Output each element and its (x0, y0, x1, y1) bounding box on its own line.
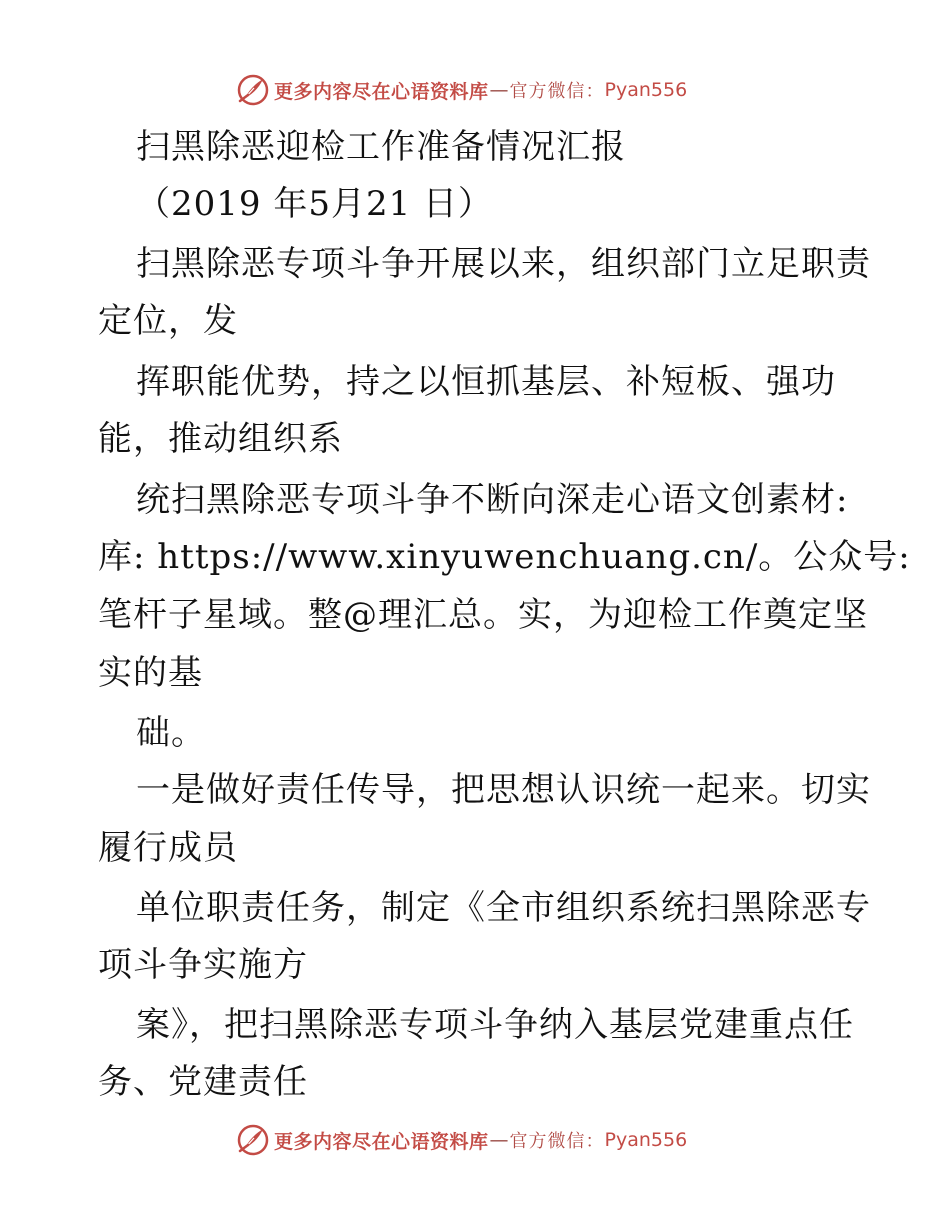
paragraph-line: 务、党建责任 (98, 1062, 308, 1102)
paragraph-line: 一是做好责任传导，把思想认识统一起来。切实 (136, 770, 871, 810)
paragraph-line: 扫黑除恶专项斗争开展以来，组织部门立足职责 (136, 244, 871, 284)
paragraph-line: 笔杆子星域。整@理汇总。实，为迎检工作奠定坚 (98, 595, 868, 635)
banner-wechat-label: 官方微信： (509, 81, 605, 102)
banner-dash: — (489, 79, 509, 101)
document-title: 扫黑除恶迎检工作准备情况汇报 (136, 127, 626, 167)
paragraph-line: 统扫黑除恶专项斗争不断向深走心语文创素材: (136, 480, 849, 520)
paragraph-line: 础。 (136, 713, 206, 753)
banner-slogan: 更多内容尽在心语资料库 (274, 1130, 489, 1153)
banner-dash: — (489, 1129, 509, 1151)
header-banner (236, 72, 687, 108)
paragraph-line: 履行成员 (98, 828, 238, 868)
paragraph-line: 实的基 (98, 653, 203, 693)
paragraph-line: 项斗争实施方 (98, 945, 308, 985)
banner-slogan: 更多内容尽在心语资料库 (274, 80, 489, 103)
paragraph-line: 单位职责任务，制定《全市组织系统扫黑除恶专 (136, 888, 871, 928)
banner-wechat-label: 官方微信： (509, 1131, 605, 1152)
paragraph-line: 能，推动组织系 (98, 419, 343, 459)
banner-wechat-id: Pyan556 (604, 1129, 688, 1151)
quill-pen-logo-icon (236, 73, 270, 107)
footer-banner (236, 1122, 687, 1158)
paragraph-line: 案》，把扫黑除恶专项斗争纳入基层党建重点任 (136, 1005, 854, 1045)
paragraph-line: 挥职能优势，持之以恒抓基层、补短板、强功 (136, 362, 836, 402)
banner-wechat-id: Pyan556 (604, 79, 688, 101)
document-date: （2019 年5月21 日） (136, 184, 494, 224)
quill-pen-logo-icon (236, 1123, 270, 1157)
paragraph-line: 定位，发 (98, 301, 238, 341)
paragraph-line: 库: https://www.xinyuwenchuang.cn/。公众号: (98, 537, 911, 577)
